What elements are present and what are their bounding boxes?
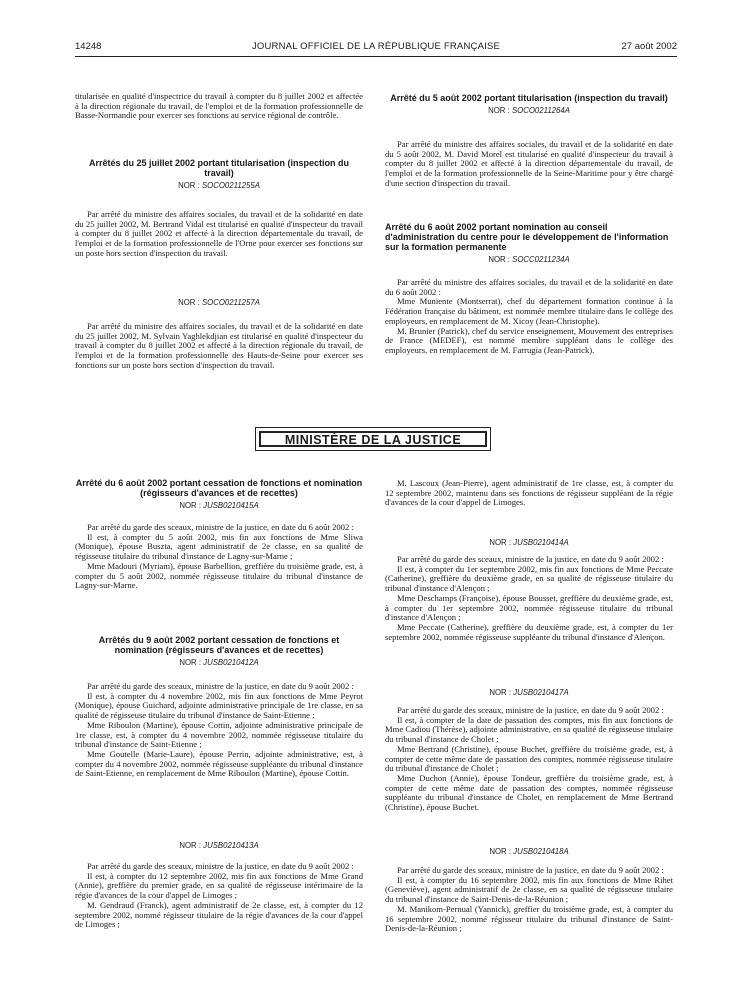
page-number: 14248 xyxy=(75,41,102,52)
paragraph: Il est, à compter du 1er septembre 2002, mis fin aux fonctions de Mme Peccate (Catherine), greffière du deuxième grade, en sa qualité de régisseuse titulaire du tribunal d'instance d'Alençon ; xyxy=(385,563,673,594)
bottom-left-paras2 xyxy=(75,682,363,779)
paragraph: titularisée en qualité d'inspectrice du travail à compter du 8 juillet 2002 et affectée à la direction régionale du travail, de l'emploi et de la formation professionnelle de Basse-Normandie pour exercer ses fonctions au service régional de contrôle. xyxy=(75,91,363,121)
paragraph: Il est, à compter de la date de passation des comptes, mis fin aux fonctions de Mme Cadiou (Thérèse), adjointe administrative, en sa qualité de régisseuse titulaire du tribunal d'instance de Cholet ; xyxy=(385,714,673,745)
paragraph: Mme Peccate (Catherine), greffière du deuxième grade, est, à compter du 1er septembre 2002, nommée régisseuse suppléante du tribunal d'instance d'Alençon. xyxy=(385,621,673,642)
paragraph: Par arrêté du garde des sceaux, ministre de la justice, en date du 9 août 2002 : xyxy=(397,554,664,564)
ministry-title-box xyxy=(255,427,491,451)
bottom-left-section2 xyxy=(75,635,363,668)
top-left-intro xyxy=(75,92,363,121)
bottom-right-paras1 xyxy=(385,555,673,642)
section-heading: Arrêtés du 9 août 2002 portant cessation de fonctions et nomination (régisseurs d'avances et de recettes) xyxy=(98,635,340,655)
paragraph: Par arrêté du ministre des affaires sociales, du travail et de la solidarité en date du 25 juillet 2002, M. Sylvain Yaghlekdjian est titularisé en qualité d'inspecteur du travail à compter du 8 juillet 2002 et affecté à la direction régionale du travail, de l'emploi et de la formation professionnelle des Hauts-de-Seine pour exercer ses fonctions sur un poste hors section d'inspection du travail. xyxy=(75,321,363,370)
nor-code: SOCO0211257A xyxy=(201,298,260,307)
bottom-left-nor3 xyxy=(75,838,363,851)
section-heading: Arrêté du 6 août 2002 portant nomination au conseil d'administration du centre pour le développement de l'information sur la formation permanente xyxy=(385,222,669,252)
paragraph: Par arrêté du garde des sceaux, ministre de la justice, en date du 9 août 2002 : xyxy=(87,681,354,691)
nor-reference: NOR : JUSB0210412A xyxy=(179,658,259,667)
journal-title: JOURNAL OFFICIEL DE LA RÉPUBLIQUE FRANÇAISE xyxy=(251,41,501,52)
paragraph: Par arrêté du ministre des affaires sociales, du travail et de la solidarité en date du 5 août 2002, M. David Morel est titularisé en qualité d'inspecteur du travail à compter du 8 juillet 2002 et affecté à la direction départementale du travail, de l'emploi et de la formation professionnelle de la Seine-Maritime pour y être chargé d'une section d'inspection du travail. xyxy=(385,139,673,188)
section-heading: Arrêté du 5 août 2002 portant titularisation (inspection du travail) xyxy=(390,93,668,103)
bottom-right-paras3 xyxy=(385,866,673,934)
bottom-right-para1 xyxy=(385,479,673,508)
section-heading: Arrêtés du 25 juillet 2002 portant titularisation (inspection du travail) xyxy=(88,158,350,178)
bottom-left-section1 xyxy=(75,478,363,511)
nor-code: SOCO0211255A xyxy=(201,181,260,190)
nor-code: JUSB0210414A xyxy=(513,538,569,547)
nor-code: JUSB0210415A xyxy=(203,501,259,510)
nor-code: JUSB0210418A xyxy=(513,847,569,856)
top-right-paras xyxy=(385,278,673,356)
nor-reference: NOR : JUSB0210413A xyxy=(179,841,259,850)
paragraph: Il est, à compter du 12 septembre 2002, mis fin aux fonctions de Mme Grand (Annie), greffière du premier grade, en sa qualité de régisseuse intérimaire de la régie d'avances de la cour d'appel de Limoges ; xyxy=(75,870,363,901)
nor-code: SOCO0211264A xyxy=(511,106,570,115)
paragraph: Par arrêté du ministre des affaires sociales, du travail et de la solidarité en date du 6 août 2002 : xyxy=(385,277,673,297)
nor-code: JUSB0210412A xyxy=(203,658,259,667)
bottom-left-paras3 xyxy=(75,862,363,930)
top-left-heading-block xyxy=(75,158,363,191)
paragraph: Par arrêté du garde des sceaux, ministre de la justice, en date du 9 août 2002 : xyxy=(397,865,664,875)
top-left-para2 xyxy=(75,322,363,371)
nor-reference: NOR : SOCC0211234A xyxy=(488,255,570,264)
paragraph: Il est, à compter du 4 novembre 2002, mis fin aux fonctions de Mme Peyrot (Monique), épouse Guichard, adjointe administrative principale de 1re classe, en sa qualité de régisseuse titulaire du tribunal d'instance de Saint-Etienne ; xyxy=(75,690,363,721)
nor-reference: NOR : JUSB0210417A xyxy=(489,688,569,697)
bottom-right-nor1 xyxy=(385,535,673,548)
paragraph: Mme Goutelle (Marie-Laure), épouse Perrin, adjointe administrative, est, à compter du 4 novembre 2002, nommée régisseuse suppléante du tribunal d'instance de Saint-Etienne, en remplacement de Mme Riboulon (Martine), épouse Cottin. xyxy=(75,748,363,779)
nor-reference: NOR : JUSB0210415A xyxy=(179,501,259,510)
ministry-title: MINISTÈRE DE LA JUSTICE xyxy=(259,431,487,447)
nor-reference: NOR : SOCO0211257A xyxy=(178,298,260,307)
paragraph: Mme Bertrand (Christine), épouse Buchet, greffière du troisième grade, est, à compter de cette même date de passation des comptes, nommée régisseuse titulaire du tribunal d'instance de Cholet ; xyxy=(385,743,673,774)
paragraph: Par arrêté du garde des sceaux, ministre de la justice, en date du 6 août 2002 : xyxy=(87,522,354,532)
paragraph: Mme Madouri (Myriam), épouse Barbellion, greffière du troisième grade, est, à compter du 5 août 2002, nommée régisseuse titulaire du tribunal d'instance de Lagny-sur-Marne. xyxy=(75,560,363,591)
paragraph: Par arrêté du garde des sceaux, ministre de la justice, en date du 9 août 2002 : xyxy=(87,861,354,871)
paragraph: M. Brunier (Patrick), chef du service enseignement, Mouvement des entreprises de France (MEDEF), est nommé membre suppléant dans le collège des employeurs, en remplacement de M. Farrugia (Jean-Patrick). xyxy=(385,325,673,355)
paragraph: Mme Duchon (Annie), épouse Tondeur, greffière du troisième grade, est, à compter de cette même date de passation des comptes, nommée régisseuse suppléante du tribunal d'instance de Cholet, en remplacement de Mme Bertrand (Christine), épouse Buchet. xyxy=(385,772,673,813)
nor-reference: NOR : JUSB0210414A xyxy=(489,538,569,547)
paragraph: M. Gendraud (Franck), agent administratif de 2e classe, est, à compter du 12 septembre 2002, nommé régisseur titulaire de la régie d'avances de la cour d'appel de Limoges ; xyxy=(75,899,363,930)
bottom-right-nor2 xyxy=(385,685,673,698)
page-header xyxy=(75,41,677,55)
nor-code: JUSB0210417A xyxy=(513,688,569,697)
nor-reference: NOR : JUSB0210418A xyxy=(489,847,569,856)
nor-code: SOCC0211234A xyxy=(512,255,570,264)
top-right-heading1-block xyxy=(385,93,673,116)
top-left-para1 xyxy=(75,210,363,259)
paragraph: Par arrêté du ministre des affaires sociales, du travail et de la solidarité en date du 25 juillet 2002, M. Bertrand Vidal est titularisé en qualité d'inspecteur du travail à compter du 8 juillet 2002 et affecté à la direction départementale du travail, de l'emploi et de la formation professionnelle de l'Orne pour exercer ses fonctions sur un poste hors section d'inspection du travail. xyxy=(75,209,363,258)
paragraph: Il est, à compter du 5 août 2002, mis fin aux fonctions de Mme Sliwa (Monique), épouse Buszta, agent administratif de 2e classe, en sa qualité de régisseuse titulaire du tribunal d'instance de Lagny-sur-Marne ; xyxy=(75,531,363,562)
top-left-nor2 xyxy=(75,295,363,308)
paragraph: Mme Riboulon (Martine), épouse Cottin, adjointe administrative principale de 1re classe, est, à compter du 4 novembre 2002, nommée régisseuse titulaire du tribunal d'instance de Saint-Etienne ; xyxy=(75,719,363,750)
paragraph: Par arrêté du garde des sceaux, ministre de la justice, en date du 9 août 2002 : xyxy=(397,705,664,715)
paragraph: Mme Deschamps (Françoise), épouse Bousset, greffière du deuxième grade, est, à compter du 1er septembre 2002, nommée régisseuse titulaire du tribunal d'instance d'Alençon ; xyxy=(385,592,673,623)
paragraph: Mme Muniente (Montserrat), chef du département formation continue à la Fédération française du bâtiment, est nommée membre titulaire dans le collège des employeurs, en remplacement de M. Xicoy (Jean-Christophe). xyxy=(385,296,673,326)
issue-date: 27 août 2002 xyxy=(621,41,677,52)
paragraph: M. Manikom-Pernual (Yannick), greffier du troisième grade, est, à compter du 16 septembre 2002, nommé régisseur titulaire du tribunal d'instance de Saint-Denis-de-la-Réunion ; xyxy=(385,903,673,934)
bottom-right-paras2 xyxy=(385,706,673,813)
bottom-left-paras1 xyxy=(75,523,363,591)
top-right-heading2-block xyxy=(385,222,673,265)
nor-code: JUSB0210413A xyxy=(203,841,259,850)
header-rule xyxy=(75,56,677,57)
nor-reference: NOR : SOCO0211264A xyxy=(488,106,570,115)
top-right-para1 xyxy=(385,140,673,189)
nor-reference: NOR : SOCO0211255A xyxy=(178,181,260,190)
paragraph: Il est, à compter du 16 septembre 2002, mis fin aux fonctions de Mme Rihet (Geneviève), agent administratif de 2e classe, en sa qualité de régisseuse titulaire du tribunal d'instance de Saint-Denis-de-la-Réunion ; xyxy=(385,874,673,905)
section-heading: Arrêté du 6 août 2002 portant cessation de fonctions et nomination (régisseurs d'avances et de recettes) xyxy=(75,478,363,498)
bottom-right-nor3 xyxy=(385,844,673,857)
paragraph: M. Lascoux (Jean-Pierre), agent administratif de 1re classe, est, à compter du 12 septembre 2002, maintenu dans ses fonctions de régisseur suppléant de la régie d'avances de la cour d'appel de Limoges. xyxy=(385,478,673,508)
